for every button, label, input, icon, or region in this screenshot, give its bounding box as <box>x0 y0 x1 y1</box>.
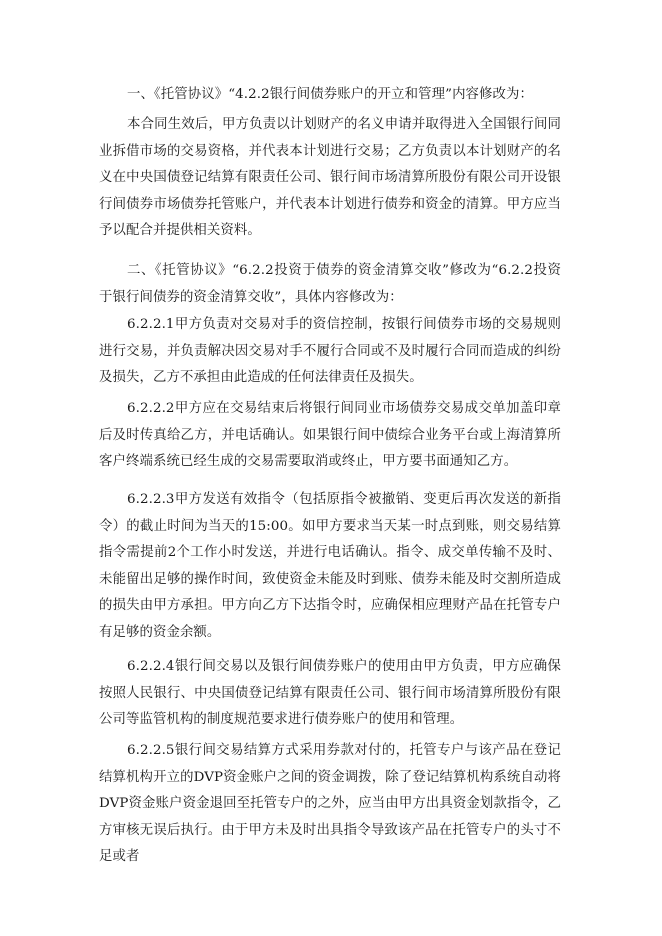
paragraph-clause-6-2-2-5: 6.2.2.5银行间交易结算方式采用券款对付的，托管专户与该产品在登记结算机构开立的DVP资金账户之间的资金调拨，除了登记结算机构系统自动将DVP资金账户资金退回至托管专户的之外，应当由甲方出具资金划款指令，乙方审核无误后执行。由于甲方未及时出具指令导致该产品在托管专户的头寸不足或者 <box>99 743 561 864</box>
paragraph-clause-6-2-2-2: 6.2.2.2甲方应在交易结束后将银行间同业市场债券交易成交单加盖印章后及时传真给乙方，并电话确认。如果银行间中债综合业务平台或上海清算所客户终端系统已经生成的交易需要取消或终止，甲方要书面通知乙方。 <box>99 401 561 469</box>
paragraph-clause-6-2-2-1: 6.2.2.1甲方负责对交易对手的资信控制，按银行间债券市场的交易规则进行交易，并负责解决因交易对手不履行合同或不及时履行合同而造成的纠纷及损失，乙方不承担由此造成的任何法律责任及损失。 <box>99 317 561 385</box>
paragraph-clause-6-2-2-4: 6.2.2.4银行间交易以及银行间债券账户的使用由甲方负责，甲方应确保按照人民银行、中央国债登记结算有限责任公司、银行间市场清算所股份有限公司等监管机构的制度规范要求进行债券账户的使用和管理。 <box>99 659 561 727</box>
paragraph-section-one-heading: 一、《托管协议》“4.2.2银行间债券账户的开立和管理”内容修改为： <box>127 87 534 102</box>
paragraph-clause-6-2-2-3: 6.2.2.3甲方发送有效指令（包括原指令被撤销、变更后再次发送的新指令）的截止时间为当天的15:00。如甲方要求当天某一时点到账，则交易结算指令需提前2个工作小时发送，并进行电话确认。指令、成交单传输不及时、未能留出足够的操作时间，致使资金未能及时到账、债券未能及时交割所造成的损失由甲方承担。甲方向乙方下达指令时，应确保相应理财产品在托管专户有足够的资金余额。 <box>99 492 561 640</box>
paragraph-section-one-body: 本合同生效后，甲方负责以计划财产的名义申请并取得进入全国银行间同业拆借市场的交易资格，并代表本计划进行交易；乙方负责以本计划财产的名义在中央国债登记结算有限责任公司、银行间市场清算所股份有限公司开设银行间债券市场债券托管账户，并代表本计划进行债券和资金的清算。甲方应当予以配合并提供相关资料。 <box>99 117 561 238</box>
paragraph-section-two-heading: 二、《托管协议》“6.2.2投资于债券的资金清算交收”修改为“6.2.2投资于银行间债券的资金清算交收”，具体内容修改为： <box>99 263 561 305</box>
